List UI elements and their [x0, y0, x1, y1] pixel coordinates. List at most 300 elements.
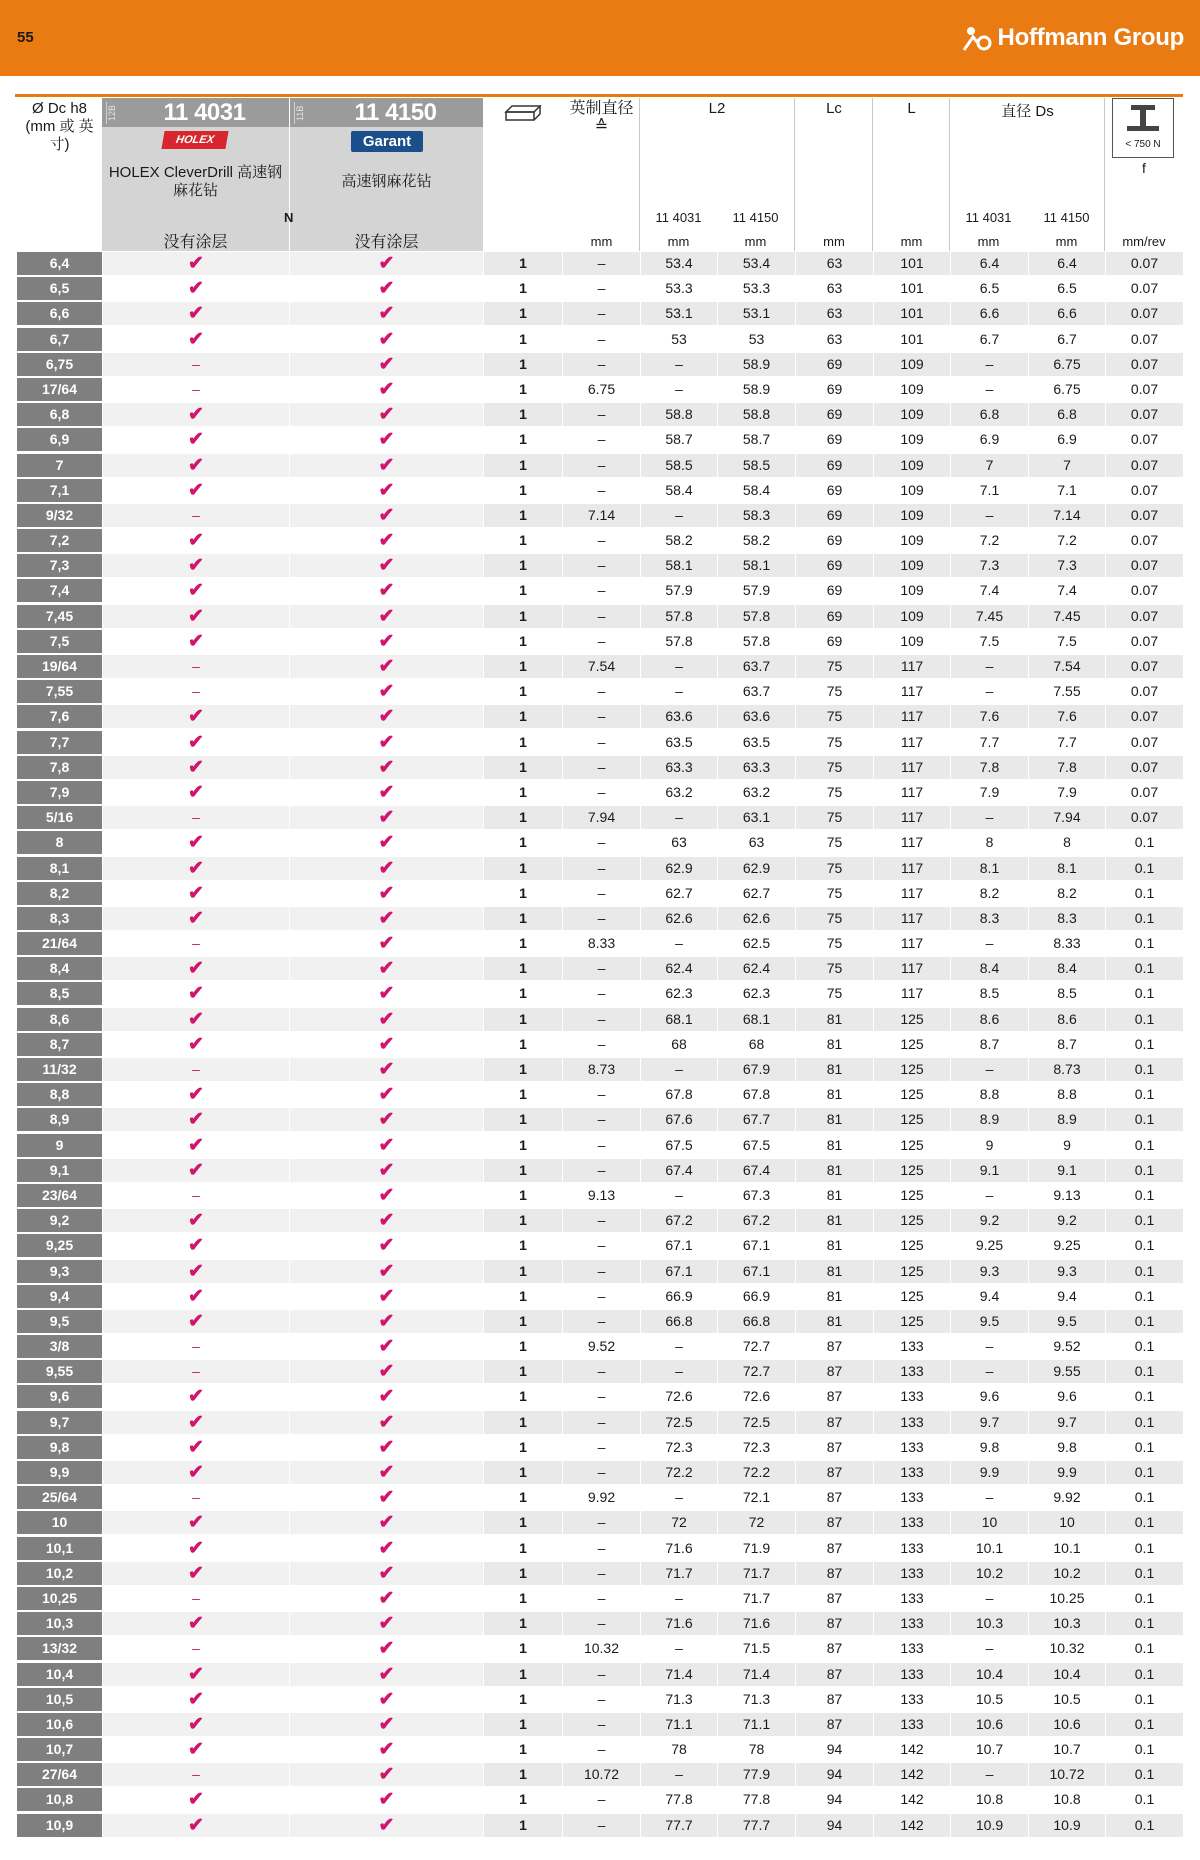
- check-icon: ✔: [378, 1764, 395, 1786]
- check-icon: ✔: [378, 454, 395, 476]
- ds-114150-cell: 8.4: [1029, 957, 1105, 980]
- l2-114150-cell: 66.8: [718, 1310, 795, 1333]
- avail-114031-cell: [103, 1713, 289, 1736]
- check-icon: ✔: [188, 756, 204, 778]
- l2-114150-cell: 57.9: [718, 579, 795, 602]
- avail-114150-cell: [290, 705, 483, 728]
- avail-114150-cell: [290, 1486, 483, 1509]
- pack-qty-cell: 1: [484, 454, 562, 477]
- pack-qty-cell: 1: [484, 932, 562, 955]
- avail-114150-cell: [290, 680, 483, 703]
- check-icon: ✔: [378, 1059, 395, 1080]
- check-icon: ✔: [378, 1134, 395, 1156]
- inch-size-cell: –: [563, 479, 640, 502]
- ds-114031-cell: 7.2: [951, 529, 1028, 552]
- avail-114150-cell: [290, 529, 483, 552]
- feed-cell: 0.07: [1106, 378, 1183, 401]
- feed-cell: 0.1: [1106, 1385, 1183, 1408]
- table-row: [17, 1813, 1183, 1838]
- pack-qty-cell: 1: [484, 857, 562, 880]
- check-icon: ✔: [378, 1688, 395, 1710]
- avail-114150-cell: [290, 378, 483, 401]
- check-icon: ✔: [188, 1436, 204, 1458]
- hoffmann-logo-icon: [962, 23, 992, 53]
- avail-114150-cell: [290, 1260, 483, 1283]
- ds-114031-cell: 9.9: [951, 1461, 1028, 1484]
- diameter-cell: 7,8: [17, 756, 102, 779]
- ds-114031-cell: 9.5: [951, 1310, 1028, 1333]
- ds-114031-cell: 10.4: [951, 1663, 1028, 1686]
- l2-114031-cell: 63.3: [641, 756, 717, 779]
- diameter-cell: 7,1: [17, 479, 102, 502]
- product-description: HOLEX CleverDrill 高速钢麻花钻: [108, 164, 283, 199]
- lc-cell: 75: [796, 756, 873, 779]
- table-row: [17, 805, 1183, 830]
- diameter-cell: 10,8: [17, 1788, 102, 1811]
- feed-cell: 0.1: [1106, 882, 1183, 905]
- diameter-cell: 23/64: [17, 1184, 102, 1207]
- ds-114031-cell: 10.3: [951, 1612, 1028, 1635]
- inch-size-cell: –: [563, 252, 640, 275]
- pack-qty-cell: 1: [484, 1587, 562, 1610]
- ds-114031-cell: 6.5: [951, 277, 1028, 300]
- l2-114031-cell: 72.2: [641, 1461, 717, 1484]
- table-row: [17, 478, 1183, 503]
- ds-114031-cell: 8: [951, 831, 1028, 854]
- diameter-cell: 6,6: [17, 302, 102, 325]
- lc-cell: 69: [796, 479, 873, 502]
- diameter-cell: 5/16: [17, 806, 102, 829]
- avail-114150-cell: [290, 302, 483, 325]
- l2-114150-cell: 67.1: [718, 1260, 795, 1283]
- ds-114150-cell: 9.8: [1029, 1436, 1105, 1459]
- l2-114031-cell: –: [641, 504, 717, 527]
- avail-114150-cell: [290, 605, 483, 628]
- diameter-cell: 10,3: [17, 1612, 102, 1635]
- inch-size-cell: –: [563, 1159, 640, 1182]
- feed-cell: 0.07: [1106, 403, 1183, 426]
- diameter-cell: 9,9: [17, 1461, 102, 1484]
- avail-114031-cell: [103, 1738, 289, 1761]
- ds-114031-cell: 10: [951, 1511, 1028, 1534]
- check-icon: ✔: [378, 1814, 395, 1836]
- check-icon: ✔: [378, 630, 395, 652]
- avail-114031-cell: [103, 1159, 289, 1182]
- pack-qty-cell: 1: [484, 655, 562, 678]
- l2-114031-cell: –: [641, 378, 717, 401]
- ds-114150-cell: 10.8: [1029, 1788, 1105, 1811]
- dash-icon: –: [192, 658, 200, 674]
- ds-114150-cell: 6.7: [1029, 328, 1105, 351]
- ds-114031-cell: 8.8: [951, 1083, 1028, 1106]
- diameter-cell: 7,9: [17, 781, 102, 804]
- avail-114150-cell: [290, 982, 483, 1005]
- l2-114150-cell: 62.6: [718, 907, 795, 930]
- dash-icon: –: [192, 1061, 200, 1077]
- l2-114150-cell: 66.9: [718, 1285, 795, 1308]
- ds-114150-cell: 10.1: [1029, 1537, 1105, 1560]
- check-icon: ✔: [378, 756, 395, 778]
- l-cell: 101: [874, 328, 950, 351]
- avail-114150-cell: [290, 1663, 483, 1686]
- diameter-cell: 6,5: [17, 277, 102, 300]
- avail-114031-cell: [103, 1360, 289, 1383]
- lc-cell: 75: [796, 781, 873, 804]
- feed-cell: 0.1: [1106, 1788, 1183, 1811]
- l2-114150-cell: 63.7: [718, 680, 795, 703]
- feed-cell: 0.1: [1106, 1184, 1183, 1207]
- diameter-cell: 10,25: [17, 1587, 102, 1610]
- avail-114150-cell: [290, 353, 483, 376]
- lc-cell: 69: [796, 378, 873, 401]
- l-cell: 125: [874, 1184, 950, 1207]
- table-row: [17, 1259, 1183, 1284]
- check-icon: ✔: [378, 530, 395, 552]
- inch-size-cell: –: [563, 529, 640, 552]
- diameter-cell: 8: [17, 831, 102, 854]
- table-row: [17, 1384, 1183, 1409]
- inch-size-cell: –: [563, 353, 640, 376]
- lc-cell: 87: [796, 1411, 873, 1434]
- lc-cell: 69: [796, 630, 873, 653]
- lc-cell: 81: [796, 1310, 873, 1333]
- lc-cell: 75: [796, 831, 873, 854]
- diameter-cell: 7,7: [17, 731, 102, 754]
- header-rule: [15, 94, 1183, 97]
- pack-qty-cell: 1: [484, 1738, 562, 1761]
- diameter-cell: 9,2: [17, 1209, 102, 1232]
- inch-size-cell: 9.13: [563, 1184, 640, 1207]
- l-cell: 117: [874, 680, 950, 703]
- diameter-cell: 10,7: [17, 1738, 102, 1761]
- ds-114150-cell: 7.8: [1029, 756, 1105, 779]
- diameter-cell: 10,9: [17, 1814, 102, 1837]
- check-icon: ✔: [188, 1159, 204, 1181]
- l-cell: 133: [874, 1663, 950, 1686]
- inch-size-cell: –: [563, 1436, 640, 1459]
- pack-qty-cell: 1: [484, 957, 562, 980]
- feed-cell: 0.07: [1106, 277, 1183, 300]
- check-icon: ✔: [378, 1411, 395, 1433]
- l2-114150-cell: 57.8: [718, 605, 795, 628]
- ds-114031-cell: 9.1: [951, 1159, 1028, 1182]
- l2-114031-cell: 58.1: [641, 554, 717, 577]
- inch-size-cell: 10.72: [563, 1763, 640, 1786]
- check-icon: ✔: [378, 807, 395, 829]
- ds-114031-cell: 7.3: [951, 554, 1028, 577]
- avail-114150-cell: [290, 1713, 483, 1736]
- l2-114150-cell: 63.5: [718, 731, 795, 754]
- lc-cell: 75: [796, 731, 873, 754]
- lc-header: [795, 98, 873, 251]
- avail-114150-cell: [290, 1310, 483, 1333]
- feed-cell: 0.1: [1106, 982, 1183, 1005]
- ds-114150-cell: 7.3: [1029, 554, 1105, 577]
- l2-114150-cell: 63.2: [718, 781, 795, 804]
- lc-cell: 69: [796, 353, 873, 376]
- ds-114150-cell: 6.6: [1029, 302, 1105, 325]
- check-icon: ✔: [188, 404, 204, 426]
- inch-size-cell: –: [563, 1209, 640, 1232]
- unit-mm: mm: [900, 234, 923, 249]
- dash-icon: –: [192, 935, 200, 952]
- table-row: [17, 1586, 1183, 1611]
- table-row: [17, 1787, 1183, 1812]
- l2-114031-cell: –: [641, 655, 717, 678]
- table-row: [17, 1082, 1183, 1107]
- ds-114150-cell: 6.75: [1029, 378, 1105, 401]
- ds-114150-cell: 10.6: [1029, 1713, 1105, 1736]
- check-icon: ✔: [378, 479, 395, 501]
- avail-114150-cell: [290, 1814, 483, 1837]
- pack-qty-cell: 1: [484, 1814, 562, 1837]
- l-cell: 133: [874, 1612, 950, 1635]
- avail-114031-cell: [103, 1587, 289, 1610]
- table-row: [17, 1057, 1183, 1082]
- l2-114031-cell: –: [641, 1486, 717, 1509]
- table-row: [17, 906, 1183, 931]
- l2-114150-cell: 72.1: [718, 1486, 795, 1509]
- table-row: [17, 1435, 1183, 1460]
- table-row: [17, 1712, 1183, 1737]
- l2-114031-cell: 62.6: [641, 907, 717, 930]
- lc-cell: 69: [796, 579, 873, 602]
- check-icon: ✔: [188, 1814, 204, 1836]
- pack-qty-cell: 1: [484, 328, 562, 351]
- l-cell: 125: [874, 1008, 950, 1031]
- unit-mm: mm: [823, 234, 845, 249]
- check-icon: ✔: [378, 983, 395, 1005]
- l2-114150-cell: 58.4: [718, 479, 795, 502]
- ds-114150-cell: 8.9: [1029, 1108, 1105, 1131]
- pack-qty-cell: 1: [484, 907, 562, 930]
- ds-114150-cell: 7.55: [1029, 680, 1105, 703]
- table-row: [17, 1410, 1183, 1435]
- check-icon: ✔: [188, 1537, 204, 1559]
- l2-114150-cell: 71.9: [718, 1537, 795, 1560]
- l2-header: [640, 98, 794, 251]
- lc-cell: 69: [796, 554, 873, 577]
- avail-114031-cell: [103, 1411, 289, 1434]
- diameter-cell: 21/64: [17, 932, 102, 955]
- l2-114150-cell: 62.7: [718, 882, 795, 905]
- ds-114150-cell: 6.4: [1029, 252, 1105, 275]
- l2-114150-cell: 58.2: [718, 529, 795, 552]
- table-row: [17, 730, 1183, 755]
- lc-cell: 87: [796, 1663, 873, 1686]
- l2-114150-cell: 67.4: [718, 1159, 795, 1182]
- feed-cell: 0.07: [1106, 705, 1183, 728]
- ds-114031-cell: 6.6: [951, 302, 1028, 325]
- diameter-cell: 8,8: [17, 1083, 102, 1106]
- diameter-cell: 9,4: [17, 1285, 102, 1308]
- pack-qty-cell: 1: [484, 1688, 562, 1711]
- lc-cell: 69: [796, 504, 873, 527]
- check-icon: ✔: [188, 882, 204, 904]
- avail-114150-cell: [290, 731, 483, 754]
- lc-cell: 75: [796, 680, 873, 703]
- l2-114150-cell: 53: [718, 328, 795, 351]
- check-icon: ✔: [378, 1537, 395, 1559]
- avail-114031-cell: [103, 1184, 289, 1207]
- lc-cell: 87: [796, 1486, 873, 1509]
- pack-qty-cell: 1: [484, 1285, 562, 1308]
- table-row: [17, 402, 1183, 427]
- ds-114150-cell: 9.2: [1029, 1209, 1105, 1232]
- avail-114150-cell: [290, 1461, 483, 1484]
- check-icon: ✔: [378, 1260, 395, 1282]
- avail-114150-cell: [290, 630, 483, 653]
- inch-size-cell: –: [563, 907, 640, 930]
- brand-logo: [962, 20, 1184, 56]
- diameter-cell: 27/64: [17, 1763, 102, 1786]
- lc-cell: 63: [796, 252, 873, 275]
- lc-cell: 87: [796, 1637, 873, 1660]
- pack-qty-cell: 1: [484, 378, 562, 401]
- check-icon: ✔: [188, 429, 204, 451]
- ds-114031-cell: 6.9: [951, 428, 1028, 451]
- avail-114150-cell: [290, 579, 483, 602]
- lc-cell: 63: [796, 302, 873, 325]
- type-mark: N: [284, 210, 294, 225]
- pack-qty-cell: 1: [484, 1335, 562, 1358]
- l-cell: 109: [874, 403, 950, 426]
- ds-114031-cell: 10.6: [951, 1713, 1028, 1736]
- feed-cell: 0.07: [1106, 529, 1183, 552]
- ds-114150-cell: 8.1: [1029, 857, 1105, 880]
- l2-114031-cell: 72: [641, 1511, 717, 1534]
- pack-qty-cell: 1: [484, 1461, 562, 1484]
- l-cell: 125: [874, 1033, 950, 1056]
- avail-114150-cell: [290, 504, 483, 527]
- diameter-cell: 8,2: [17, 882, 102, 905]
- product-114031-header: [102, 98, 289, 251]
- ds-114150-cell: 9.25: [1029, 1234, 1105, 1257]
- ds-114031-cell: 9.25: [951, 1234, 1028, 1257]
- table-row: [17, 1183, 1183, 1208]
- avail-114150-cell: [290, 1209, 483, 1232]
- l2-114150-cell: 68.1: [718, 1008, 795, 1031]
- l2-sub-114150: 11 4150: [732, 210, 779, 225]
- avail-114150-cell: [290, 781, 483, 804]
- diameter-cell: 6,4: [17, 252, 102, 275]
- table-row: [17, 856, 1183, 881]
- inch-size-cell: –: [563, 1033, 640, 1056]
- avail-114031-cell: [103, 882, 289, 905]
- check-icon: ✔: [378, 907, 395, 929]
- table-row: [17, 503, 1183, 528]
- inch-size-cell: –: [563, 1285, 640, 1308]
- table-row: [17, 1309, 1183, 1334]
- avail-114150-cell: [290, 1058, 483, 1081]
- l2-114150-cell: 62.5: [718, 932, 795, 955]
- l2-114031-cell: –: [641, 1335, 717, 1358]
- ds-114150-cell: 7.9: [1029, 781, 1105, 804]
- ds-114031-cell: 8.1: [951, 857, 1028, 880]
- diameter-cell: 9,3: [17, 1260, 102, 1283]
- ds-114031-cell: 9.8: [951, 1436, 1028, 1459]
- table-row: [17, 1284, 1183, 1309]
- l2-114031-cell: 67.6: [641, 1108, 717, 1131]
- inch-size-cell: –: [563, 1461, 640, 1484]
- table-row: [17, 1233, 1183, 1258]
- l-cell: 125: [874, 1108, 950, 1131]
- l2-114150-cell: 72.5: [718, 1411, 795, 1434]
- inch-size-cell: –: [563, 1788, 640, 1811]
- feed-cell: 0.1: [1106, 1763, 1183, 1786]
- ds-header: [950, 98, 1105, 251]
- pack-qty-cell: 1: [484, 1562, 562, 1585]
- feed-label: f: [1142, 160, 1146, 176]
- diameter-cell: 7,6: [17, 705, 102, 728]
- l-cell: 109: [874, 454, 950, 477]
- avail-114031-cell: [103, 1234, 289, 1257]
- avail-114031-cell: [103, 252, 289, 275]
- l-cell: 101: [874, 277, 950, 300]
- check-icon: ✔: [188, 706, 204, 728]
- check-icon: ✔: [378, 1008, 395, 1030]
- l-cell: 125: [874, 1058, 950, 1081]
- l2-114031-cell: 62.3: [641, 982, 717, 1005]
- table-row: [17, 301, 1183, 326]
- avail-114150-cell: [290, 1184, 483, 1207]
- l-cell: 133: [874, 1587, 950, 1610]
- dash-icon: –: [192, 355, 200, 372]
- l-cell: 109: [874, 353, 950, 376]
- product-table: [17, 251, 1183, 1838]
- inch-size-cell: –: [563, 831, 640, 854]
- lc-cell: 94: [796, 1788, 873, 1811]
- table-row: [17, 1107, 1183, 1132]
- check-icon: ✔: [188, 303, 204, 325]
- check-icon: ✔: [188, 1285, 204, 1307]
- inch-size-cell: –: [563, 1310, 640, 1333]
- check-icon: ✔: [188, 1739, 204, 1761]
- check-icon: ✔: [378, 832, 395, 854]
- l2-114150-cell: 72.3: [718, 1436, 795, 1459]
- l2-114150-cell: 67.5: [718, 1134, 795, 1157]
- table-row: [17, 352, 1183, 377]
- check-icon: ✔: [188, 328, 204, 350]
- ds-114150-cell: 9.6: [1029, 1385, 1105, 1408]
- lc-cell: 81: [796, 1058, 873, 1081]
- avail-114150-cell: [290, 831, 483, 854]
- l2-114031-cell: 57.8: [641, 630, 717, 653]
- lc-cell: 87: [796, 1360, 873, 1383]
- avail-114031-cell: [103, 504, 289, 527]
- l2-114150-cell: 53.4: [718, 252, 795, 275]
- pack-qty-cell: 1: [484, 1159, 562, 1182]
- l2-114031-cell: 71.1: [641, 1713, 717, 1736]
- avail-114150-cell: [290, 1788, 483, 1811]
- l2-114031-cell: 71.4: [641, 1663, 717, 1686]
- l2-114031-cell: –: [641, 1763, 717, 1786]
- l-cell: 109: [874, 579, 950, 602]
- inch-size-cell: –: [563, 630, 640, 653]
- avail-114031-cell: [103, 1436, 289, 1459]
- diameter-cell: 7: [17, 454, 102, 477]
- feed-cell: 0.1: [1106, 1058, 1183, 1081]
- inch-size-cell: –: [563, 277, 640, 300]
- inch-label: 英制直径≙: [569, 100, 634, 135]
- table-row: [17, 654, 1183, 679]
- pack-qty-cell: 1: [484, 1184, 562, 1207]
- l2-114150-cell: 71.4: [718, 1663, 795, 1686]
- lc-cell: 87: [796, 1436, 873, 1459]
- table-row: [17, 1359, 1183, 1384]
- pack-qty-cell: 1: [484, 479, 562, 502]
- diameter-cell: 7,3: [17, 554, 102, 577]
